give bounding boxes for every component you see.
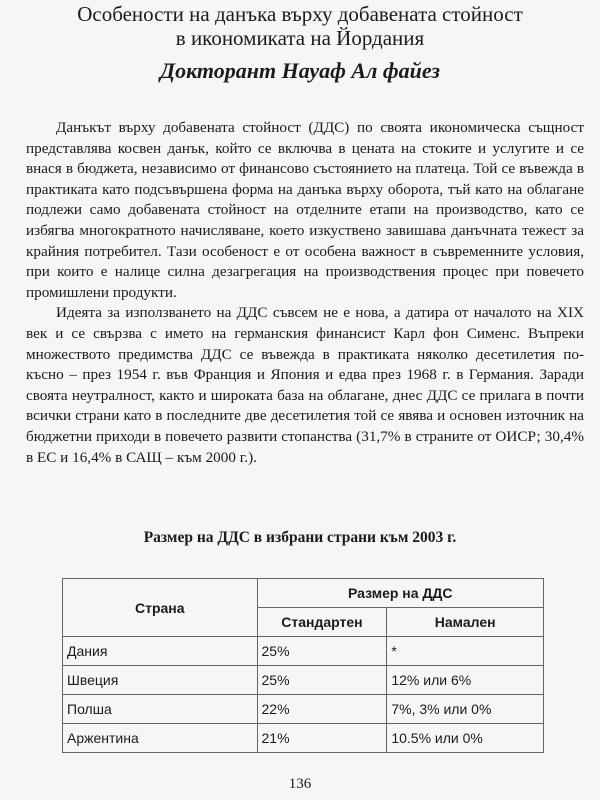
cell-standard: 21% — [257, 724, 387, 753]
cell-country: Швеция — [63, 666, 258, 695]
page-number: 136 — [288, 776, 312, 792]
table-row — [63, 637, 544, 666]
cell-reduced: * — [387, 637, 544, 666]
table-row — [63, 666, 544, 695]
cell-reduced: 7%, 3% или 0% — [387, 695, 544, 724]
cell-country: Полша — [63, 695, 258, 724]
cell-reduced: 10.5% или 0% — [387, 724, 544, 753]
cell-standard: 25% — [257, 637, 387, 666]
article-title — [0, 2, 600, 50]
title-line-2: в икономиката на Йордания — [175, 26, 425, 50]
title-line-1: Особености на данъка върху добавената стойност — [77, 2, 523, 26]
author-name: Докторант Науаф Ал файез — [160, 58, 440, 83]
cell-country: Аржентина — [63, 724, 258, 753]
table-title: Размер на ДДС в избрани страни към 2003 г. — [143, 529, 457, 546]
table-row — [63, 695, 544, 724]
cell-reduced: 12% или 6% — [387, 666, 544, 695]
header-standard: Стандартен — [257, 608, 387, 637]
paragraph-1: Данъкът върху добавената стойност (ДДС) по своята икономическа същност представлява косвен данък, който се включва в цената на стоките и услугите и се внася в бюджета, независимо от финансово състоянието на платеца. Той се въвежда в практиката като подсъвършена форма на данъка върху оборота, тъй като на облагане подлежи само добавената стойност на отделните етапи на производство, като се избягва многократното начисляване, което изкуствено завишава данъчната тежест за крайния потребител. Тази особеност е от особена важност в съвременните условия, при които е налице силна дезагрегация на производствения процес при повечето промишлени продукти. — [26, 119, 584, 301]
header-country: Страна — [63, 579, 258, 637]
header-rate: Размер на ДДС — [257, 579, 543, 608]
cell-country: Дания — [63, 637, 258, 666]
cell-standard: 25% — [257, 666, 387, 695]
table-header-row — [63, 579, 544, 608]
paragraph-2: Идеята за използването на ДДС съвсем не е нова, а датира от началото на XIX век и се свързва с името на германския финансист Карл фон Сименс. Въпреки множеството предимства ДДС се въвежда в практиката няколко десетилетия по-късно – през 1954 г. във Франция и Япония и едва през 1968 г. в Германия. Заради своята неутралност, както и широката база на облагане, днес ДДС се прилага в почти всички страни като в последните две десетилетия той се явява и основен източник на бюджетни приходи в повечето развити стопанства (31,7% в страните от ОИСР; 30,4% в ЕС и 16,4% в САЩ – към 2000 г.). — [26, 304, 584, 466]
vat-rates-table — [62, 578, 544, 753]
article-body — [26, 118, 584, 468]
cell-standard: 22% — [257, 695, 387, 724]
header-reduced: Намален — [387, 608, 544, 637]
table-row — [63, 724, 544, 753]
